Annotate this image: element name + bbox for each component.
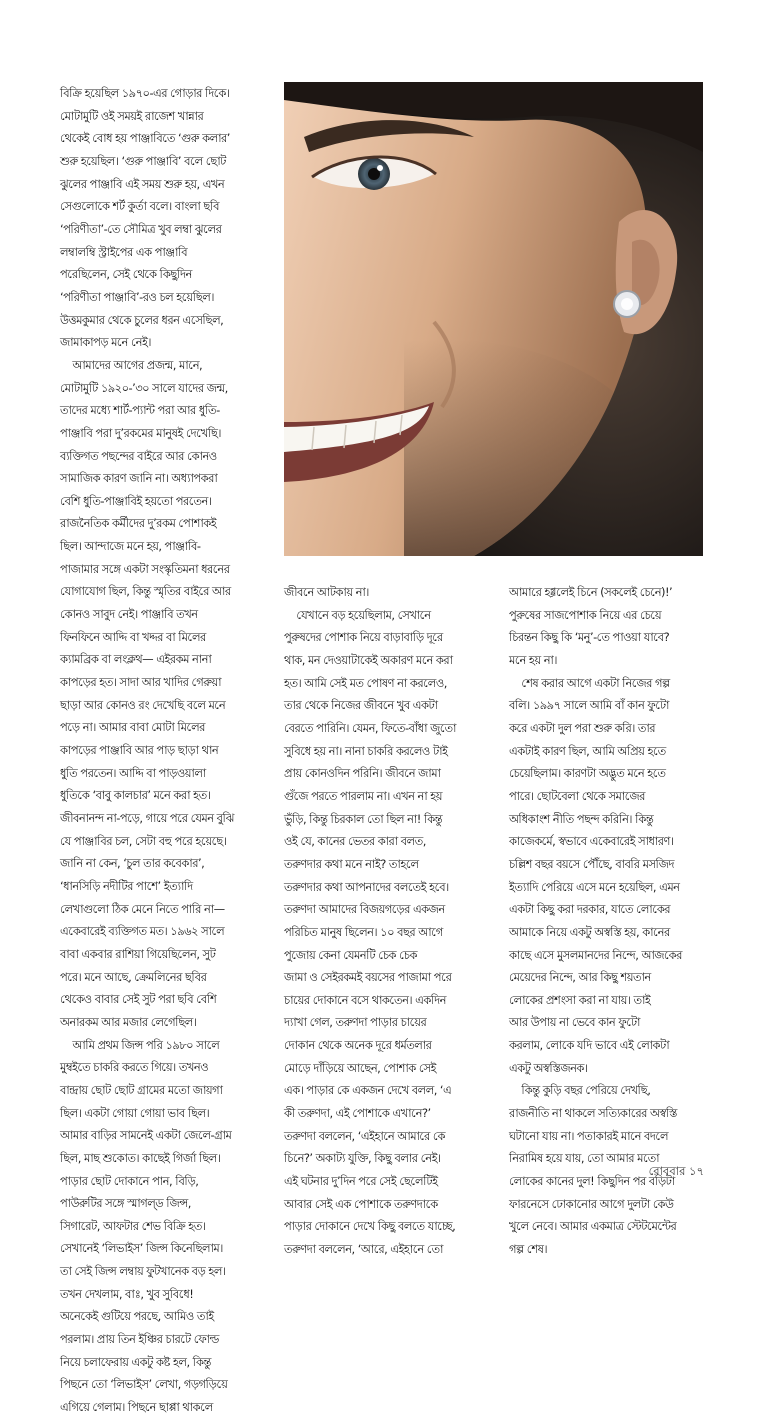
smiling-man-photo (284, 82, 703, 556)
article-photo (284, 82, 703, 556)
article-column-right: আমারে হগ্গলেই চিনে (সকলেই চেনে)!’ পুরুষের সাজপোশাক নিয়ে এর চেয়ে চিরন্তন কিছু কি ‘মনু’-তে পাওয়া যাবে? মনে হয় না। শেষ করার আগে একটা নিজের গল্প বলি। ১৯৯৭ সালে আমি বাঁ কান ফুটো করে একটা দুল পরা শুরু করি। তার একটাই কারণ ছিল, আমি অপ্রিয় হতে চেয়েছিলাম। কারণটা অদ্ভুত মনে হতে পারে। ছোটবেলা থেকে সমাজের অধিকাংশ নীতি পছন্দ করিনি। কিন্তু কাজেকর্মে, স্বভাবে একেবারেই সাধারণ। চল্লিশ বছর বয়সে পৌঁছে, বাবরি মসজিদ ইত্যাদি পেরিয়ে এসে মনে হয়েছিল, এমন একটা কিছু করা দরকার, যাতে লোকের আমাকে নিয়ে একটু অস্বস্তি হয়, কানের কাছে এসে মুসলমানদের নিন্দে, আজকের মেয়েদের নিন্দে, আর কিছু শয়তান লোকের প্রশংসা করা না যায়। তাই আর উপায় না ভেবে কান ফুটো করলাম, লোকে যদি ভাবে এই লোকটা একটু অস্বস্তিজনক। কিন্তু কুড়ি বছর পেরিয়ে দেখছি, রাজনীতি না থাকলে সত্যিকারের অস্বস্তি ঘটানো যায় না। পতাকারই মানে বদলে নিরামিষ হয়ে যায়, তো আমার মতো লোকের কানের দুল! কিছুদিন পর বড়িটা ফারনেসে ঢোকানোর আগে দুলটা কেউ খুলে নেবে। আমার একমাত্র স্টেটমেন্টের গল্প শেষ। (509, 585, 682, 1257)
article-column-left: বিক্রি হয়েছিল ১৯৭০-এর গোড়ার দিকে। মোটামুটি ওই সময়ই রাজেশ খান্নার থেকেই বোধ হয় পাঞ্জাবিতে ‘গুরু কলার’ শুরু হয়েছিল। ‘গুরু পাঞ্জাবি’ বলে ছোট ঝুলের পাঞ্জাবি এই সময় শুরু হয়, এখন সেগুলোকে শর্ট কুর্তা বলে। বাংলা ছবি ‘পরিণীতা’-তে সৌমিত্র খুব লম্বা ঝুলের লম্বালম্বি স্ট্রাইপের এক পাঞ্জাবি পরেছিলেন, সেই থেকে কিছুদিন ‘পরিণীতা পাঞ্জাবি’-রও চল হয়েছিল। উত্তমকুমার থেকে চুলের ধরন এসেছিল, জামাকাপড় মনে নেই। আমাদের আগের প্রজন্ম, মানে, মোটামুটি ১৯২০-’৩০ সালে যাদের জন্ম, তাদের মধ্যে শার্ট-প্যান্ট পরা আর ধুতি- পাঞ্জাবি পরা দু’রকমের মানুষই দেখেছি। ব্যক্তিগত পছন্দের বাইরে আর কোনও সামাজিক কারণ জানি না। অধ্যাপকরা বেশি ধুতি-পাঞ্জাবিই হয়তো পরতেন। রাজনৈতিক কর্মীদের দু’রকম পোশাকই ছিল। আন্দাজে মনে হয়, পাঞ্জাবি- পাজামার সঙ্গে একটা সংস্কৃতিমনা ধরনের যোগাযোগ ছিল, কিন্তু স্মৃতির বাইরে আর কোনও সাবুদ নেই। পাঞ্জাবি তখন ফিনফিনে আদ্দি বা খদ্দর বা মিলের ক্যামব্রিক বা লংক্লথ— এইরকম নানা কাপড়ের হত। সাদা আর খাদির গেরুয়া ছাড়া আর কোনও রং দেখেছি বলে মনে পড়ে না। আমার বাবা মোটা মিলের কাপড়ের পাঞ্জাবি আর পাড় ছাড়া থান ধুতি পরতেন। আদ্দি বা পাড়ওয়ালা ধুতিকে ‘বাবু কালচার’ মনে করা হত। জীবনানন্দ না-পড়ে, গায়ে পরে যেমন বুঝি যে পাঞ্জাবির চল, সেটা বহু পরে হয়েছে। জানি না কেন, ‘চুল তার কবেকার’, ‘ধানসিড়ি নদীটির পাশে’ ইত্যাদি লেখাগুলো ঠিক মেনে নিতে পারি না— একেবারেই ব্যক্তিগত মত। ১৯৬২ সালে বাবা একবার রাশিয়া গিয়েছিলেন, সুট পরে। মনে আছে, ক্রেমলিনের ছবির থেকেও বাবার সেই সুট পরা ছবি বেশি অনারকম আর মজার লেগেছিল। আমি প্রথম জিন্স পরি ১৯৮০ সালে মুম্বইতে চাকরি করতে গিয়ে। তখনও বান্দ্রায় ছোট ছোট গ্রামের মতো জায়গা ছিল। একটা গোয়া গোয়া ভাব ছিল। আমার বাড়ির সামনেই একটা জেলে-গ্রাম ছিল, মাছ শুকোত। কাছেই গির্জা ছিল। পাড়ার ছোট দোকানে পান, বিড়ি, পাউরুটির সঙ্গে স্মাগল্‌ড জিন্স, সিগারেট, আফটার শেভ বিক্রি হত। সেখানেই ‘লিভাইস’ জিন্স কিনেছিলাম। তা সেই জিন্স লম্বায় ফুটখানেক বড় হল। তখন দেখলাম, বাঃ, খুব সুবিধে! অনেকেই গুটিয়ে পরছে, আমিও তাই পরলাম। প্রায় তিন ইঞ্চির চারটে ফোল্ড নিয়ে চলাফেরায় একটু কষ্ট হল, কিন্তু পিছনে তো ‘লিভাইস’ লেখা, গড়গড়িয়ে এগিয়ে গেলাম। পিছনে ছাপ্পা থাকলে (60, 86, 234, 1415)
page-footer-label: রোববার ১৭ (648, 1164, 704, 1178)
article-column-middle: জীবনে আটকায় না। যেখানে বড় হয়েছিলাম, সেখানে পুরুষদের পোশাক নিয়ে বাড়াবাড়ি দূরে থাক, মন দেওয়াটাকেই অকারণ মনে করা হত। আমি সেই মত পোষণ না করলেও, তার থেকে নিজের জীবনে খুব একটা বেরতে পারিনি। যেমন, ফিতে-বাঁধা জুতো সুবিধে হয় না। নানা চাকরি করলেও টাই প্রায় কোনওদিন পরিনি। জীবনে জামা গুঁজে পরতে পারলাম না। এখন না হয় ভুঁড়ি, কিন্তু চিরকাল তো ছিল না! কিন্তু ওই যে, কানের ভেতর কারা বলত, তরুণদার কথা মনে নাই? তাহলে তরুণদার কথা আপনাদের বলতেই হবে। তরুণদা আমাদের বিজয়গড়ের একজন পরিচিত মানুষ ছিলেন। ১০ বছর আগে পুজোয় কেনা যেমনটি চেক চেক জামা ও সেইরকমই বয়সের পাজামা পরে চায়ের দোকানে বসে থাকতেন। একদিন দ্যাখা গেল, তরুণদা পাড়ার চায়ের দোকান থেকে অনেক দূরে ধর্মতলার মোড়ে দাঁড়িয়ে আছেন, পোশাক সেই এক। পাড়ার কে একজন দেখে বলল, ‘এ কী তরুণদা, এই পোশাকে এখানে?’ তরুণদা বললেন, ‘এইহানে আমারে কে চিনে?’ অকাট্য যুক্তি, কিছু বলার নেই। এই ঘটনার দু’দিন পরে সেই ছেলেটিই আবার সেই এক পোশাকে তরুণদাকে পাড়ার দোকানে দেখে কিছু বলতে যাচ্ছে, তরুণদা বললেন, ‘আরে, এইহানে তো (284, 585, 456, 1257)
